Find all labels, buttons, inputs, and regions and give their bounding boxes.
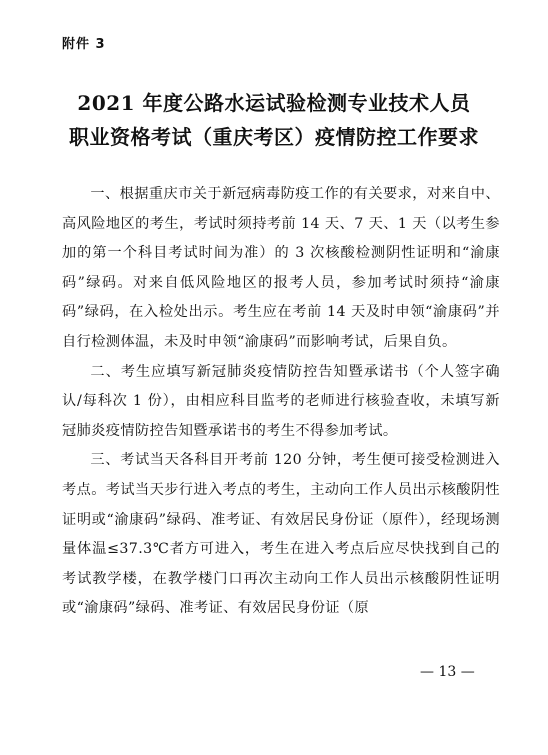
document-body (62, 180, 500, 624)
page-number: — 13 — (420, 664, 475, 680)
paragraph-2: 二、考生应填写新冠肺炎疫情防控告知暨承诺书（个人签字确认/每科次 1 份），由相应科目监考的老师进行核验查收，未填写新冠肺炎疫情防控告知暨承诺书的考生不得参加考试。 (62, 363, 500, 439)
paragraph-3: 三、考试当天各科目开考前 120 分钟，考生便可接受检测进入考点。考试当天步行进入考点的考生，主动向工作人员出示核酸阴性证明或“渝康码”绿码、准考证、有效居民身份证（原件），经现场测量体温≤37.3℃者方可进入，考生在进入考点后应尽快找到自己的考试教学楼，在教学楼门口再次主动向工作人员出示核酸阴性证明或“渝康码”绿码、准考证、有效居民身份证（原 (62, 452, 500, 617)
paragraph-1: 一、根据重庆市关于新冠病毒防疫工作的有关要求，对来自中、高风险地区的考生，考试时须持考前 14 天、7 天、1 天（以考生参加的第一个科目考试时间为准）的 3 次核酸检测阴性证明和“渝康码”绿码。对来自低风险地区的报考人员，参加考试时须持“渝康码”绿码，在入检处出示。考生应在考前 14 天及时申领“渝康码”并自行检测体温，未及时申领“渝康码”而影响考试，后果自负。 (62, 186, 500, 350)
document-title-line-2: 职业资格考试（重庆考区）疫情防控工作要求 (69, 125, 479, 149)
attachment-label: 附件 3 (62, 37, 106, 52)
document-title-line-1: 2021 年度公路水运试验检测专业技术人员 (77, 91, 471, 115)
